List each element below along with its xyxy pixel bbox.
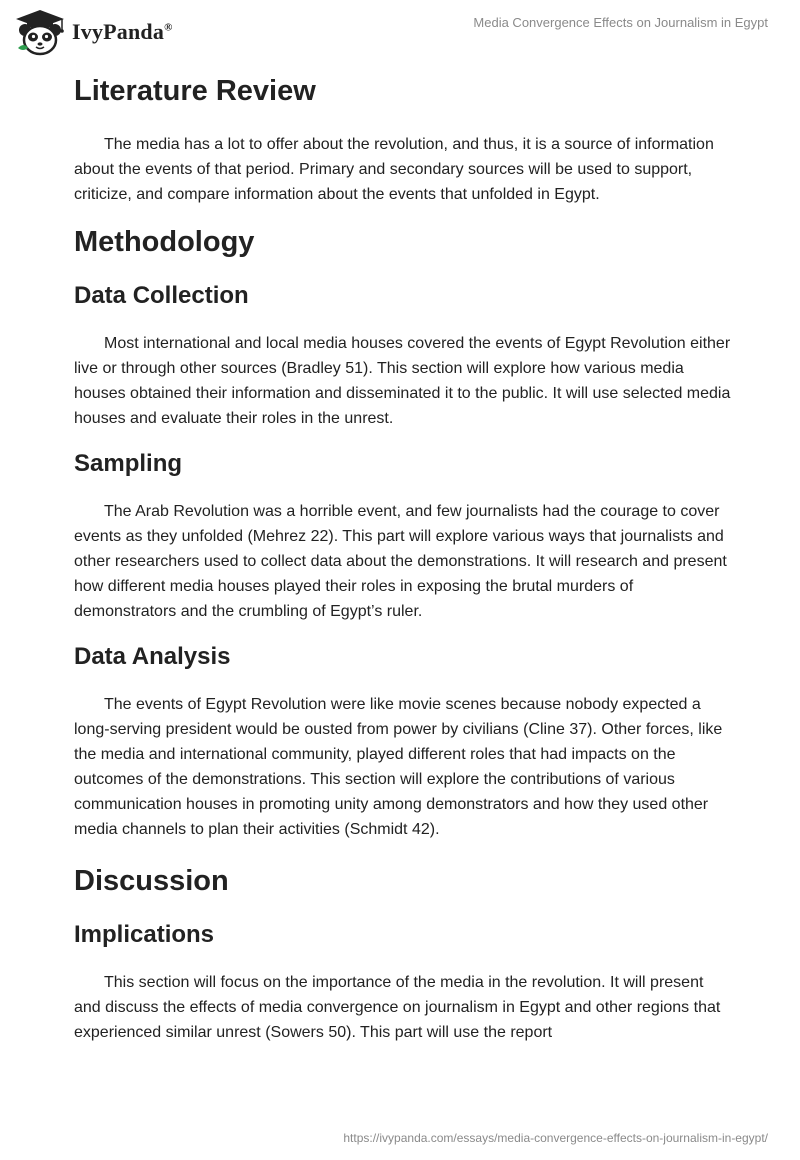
paragraph-data-analysis: The events of Egypt Revolution were like movie scenes because nobody expected a long-serving president would be ousted from power by civilians (Cline 37). Other forces, like the media and international community, played different roles that had impacts on the outcomes of the demonstrations. This section will explore the contributions of various communication houses in promoting unity among demonstrators and how they used other media channels to plan their activities (Schmidt 42).	[74, 696, 723, 838]
heading-implications: Implications	[74, 921, 215, 948]
heading-discussion: Discussion	[74, 865, 229, 897]
ivypanda-logo[interactable]	[14, 8, 173, 56]
essay-content	[74, 70, 734, 1045]
heading-data-analysis: Data Analysis	[74, 643, 231, 670]
heading-literature-review: Literature Review	[74, 75, 316, 107]
heading-methodology: Methodology	[74, 226, 255, 258]
paragraph-data-collection: Most international and local media houses covered the events of Egypt Revolution either live or through other sources (Bradley 51). This section will explore how various media houses obtained their information and disseminated it to the public. It will use selected media houses and evaluate their roles in the unrest.	[74, 335, 731, 427]
paragraph-literature-review: The media has a lot to offer about the revolution, and thus, it is a source of information about the events of that period. Primary and secondary sources will be used to support, criticize, and compare information about the events that unfolded in Egypt.	[74, 136, 714, 203]
panda-graduate-icon	[14, 8, 66, 56]
heading-data-collection: Data Collection	[74, 282, 249, 309]
paragraph-implications: This section will focus on the importance of the media in the revolution. It will present and discuss the effects of media convergence on journalism in Egypt and other regions that experienced similar unrest (Sowers 50). This part will use the report	[74, 974, 721, 1041]
logo-text: IvyPanda®	[72, 19, 173, 44]
document-title: Media Convergence Effects on Journalism in Egypt	[473, 15, 768, 30]
registered-mark: ®	[164, 21, 173, 34]
heading-sampling: Sampling	[74, 450, 183, 477]
paragraph-sampling: The Arab Revolution was a horrible event, and few journalists had the courage to cover events as they unfolded (Mehrez 22). This part will explore various ways that journalists and other researchers used to collect data about the demonstrations. It will research and present how different media houses played their roles in exposing the brutal murders of demonstrators and the crumbling of Egypt’s ruler.	[74, 503, 727, 620]
source-url[interactable]: https://ivypanda.com/essays/media-convergence-effects-on-journalism-in-egypt/	[343, 1131, 768, 1145]
page-header	[0, 0, 800, 64]
